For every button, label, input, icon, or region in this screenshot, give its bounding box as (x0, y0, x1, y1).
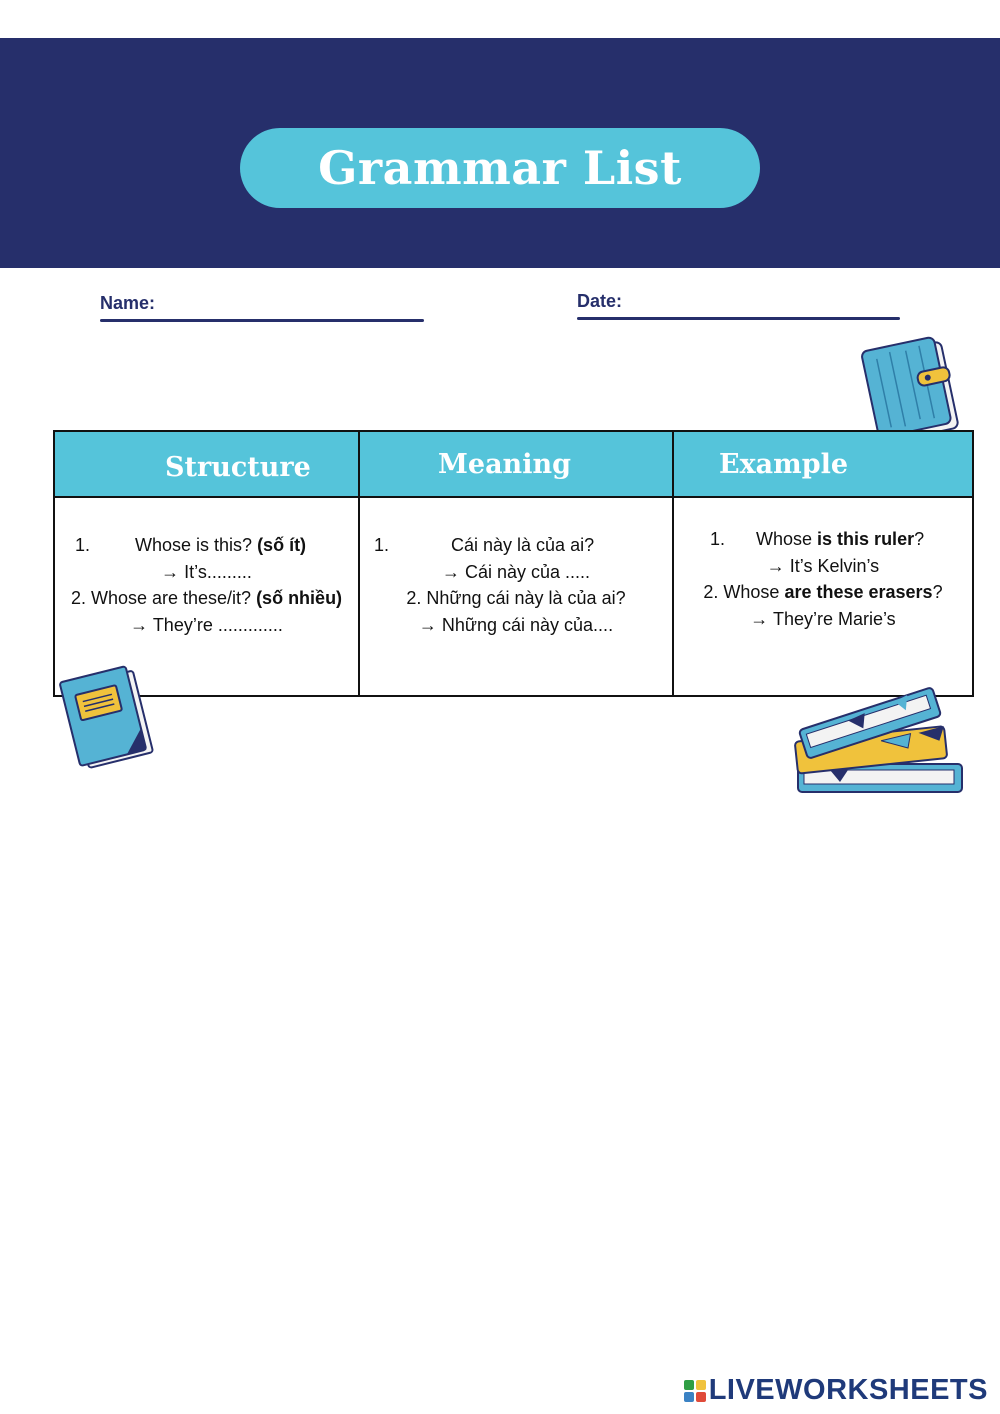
header-meaning: Meaning (360, 432, 674, 498)
meaning-line-4: → Những cái này của.... (418, 614, 614, 635)
date-label: Date: (577, 291, 623, 311)
meaning-line-3: 2. Những cái này là của ai? (406, 588, 626, 608)
structure-line-1: 1. Whose is this? (số ít) (75, 535, 307, 555)
meaning-cell (360, 498, 674, 695)
page-title: Grammar List (240, 128, 760, 208)
example-line-2: → It’s Kelvin’s (766, 555, 880, 576)
header-example: Example (674, 432, 972, 498)
example-line-3: 2. Whose are these erasers? (703, 582, 943, 602)
logo-mark-icon (684, 1380, 706, 1402)
header-structure: Structure (55, 432, 360, 498)
name-label: Name: (100, 293, 156, 313)
structure-line-4: → They’re ............. (130, 614, 283, 635)
logo-text: LIVEWORKSHEETS (708, 1374, 988, 1406)
example-line-1: 1. Whose is this ruler? (710, 529, 925, 549)
meaning-line-2: → Cái này của ..... (441, 561, 591, 582)
date-field[interactable] (577, 317, 900, 320)
example-cell (674, 498, 972, 695)
book-stack-icon (790, 668, 966, 802)
name-field[interactable] (100, 319, 424, 322)
meaning-line-1: 1. Cái này là của ai? (374, 535, 595, 555)
structure-line-2: → It’s......... (161, 561, 252, 582)
liveworksheets-logo[interactable] (684, 1374, 988, 1407)
structure-line-3: 2. Whose are these/it? (số nhiều) (70, 588, 343, 608)
notebook-icon (56, 664, 160, 776)
grammar-table (53, 430, 974, 697)
example-line-4: → They’re Marie’s (750, 608, 896, 629)
